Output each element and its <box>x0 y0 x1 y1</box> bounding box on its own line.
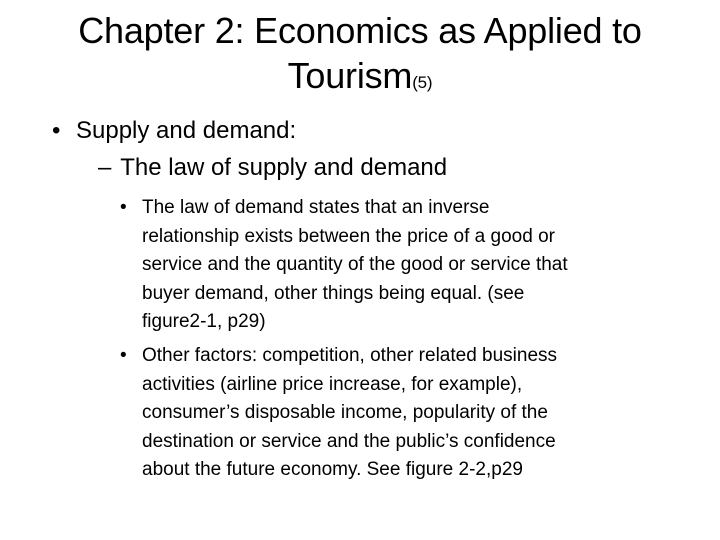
text-line: relationship exists between the price of a good or <box>142 225 555 247</box>
title-word: Tourism <box>287 55 413 96</box>
bullet-level-1-text: Supply and demand: <box>76 117 297 144</box>
bullet-level-3-text <box>142 342 687 485</box>
text-line: Other factors: competition, other related business <box>142 345 558 366</box>
bullet-level-2-text: The law of supply and demand <box>120 154 448 181</box>
text-line: The law of demand states that an inverse <box>142 197 490 218</box>
title-suffix: (5) <box>412 73 433 92</box>
text-line: buyer demand, other things being equal. (see <box>142 282 525 304</box>
text-line: destination or service and the public’s confidence <box>142 430 556 452</box>
bullet-icon: • <box>120 345 127 366</box>
text-line: activities (airline price increase, for example), <box>142 373 523 395</box>
bullet-level-2 <box>98 153 447 183</box>
bullet-icon: • <box>52 117 61 144</box>
text-line: consumer’s disposable income, popularity of the <box>142 402 548 424</box>
bullet-level-3-text <box>142 194 687 337</box>
text-line: figure2-1, p29) <box>142 311 266 333</box>
text-line: about the future economy. See figure 2-2,p29 <box>142 459 523 481</box>
title-line-2 <box>20 53 700 98</box>
slide-title <box>20 8 700 98</box>
text-line: service and the quantity of the good or service that <box>142 254 568 276</box>
dash-icon: – <box>98 154 112 181</box>
bullet-icon: • <box>120 197 127 218</box>
title-line-1: Chapter 2: Economics as Applied to <box>78 10 642 51</box>
